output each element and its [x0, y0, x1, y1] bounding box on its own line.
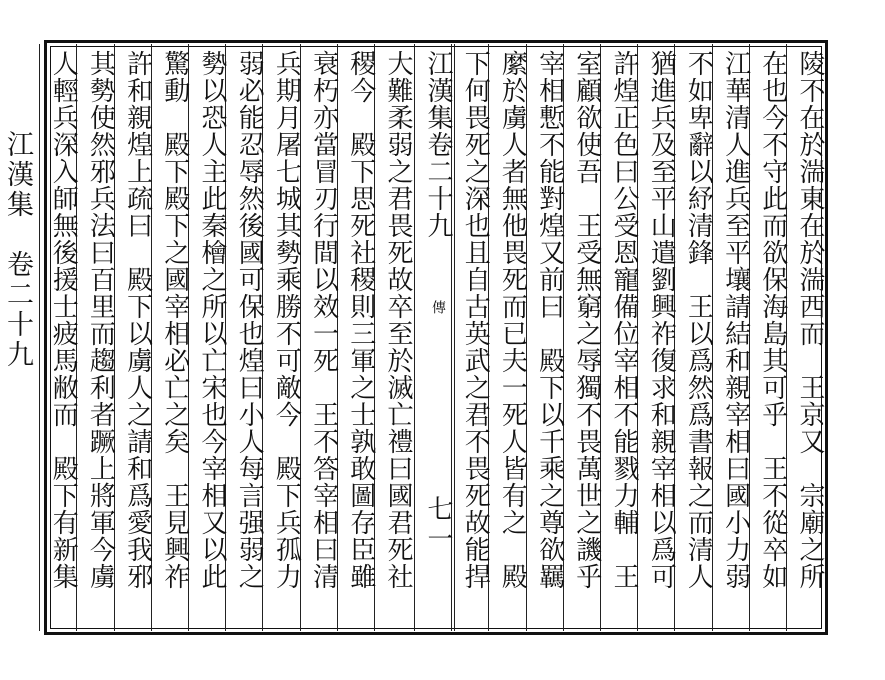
text-column: 縻於虜人者無他畏死而已夫一死人皆有之 殿	[497, 50, 528, 590]
text-column: 許和親煌上疏曰 殿下以虜人之請和爲愛我邪	[122, 50, 153, 590]
text-column: 兵期月屠七城其勢乘勝不可敵今 殿下兵孤力	[271, 50, 302, 590]
text-column: 大難柔弱之君畏死故卒至於滅亡禮曰國君死社	[383, 50, 413, 590]
text-column: 江華清人進兵至平壤請結和親宰相曰國小力弱	[720, 50, 751, 590]
text-column: 稷今 殿下思死社稷則三軍之士孰敢圖存臣雖	[345, 50, 376, 590]
text-column: 驚動 殿下殿下之國宰相必亡之矣 王見興祚	[159, 50, 190, 590]
text-column: 猶進兵及至平山遣劉興祚復求和親宰相以爲可	[646, 50, 677, 590]
center-fold-page-number: 七一	[423, 495, 453, 555]
center-fold-title: 江漢集卷二十九	[423, 50, 453, 239]
text-column: 弱必能忍辱然後國可保也煌曰小人每言强弱之	[234, 50, 265, 590]
text-column: 許煌正色曰公受恩寵備位宰相不能戮力輔 王	[609, 50, 639, 590]
text-column: 其勢使然邪兵法曰百里而趨利者蹶上將軍今虜	[85, 50, 116, 590]
center-fold-section: 傳	[430, 300, 446, 314]
text-column: 人輕兵深入師無後援士疲馬敝而 殿下有新集	[48, 50, 79, 590]
text-column: 室顧欲使吾 王受無窮之辱獨不畏萬世之譏乎	[571, 50, 602, 590]
text-column: 陵不在於湍東在於湍西而 王京又 宗廟之所	[795, 50, 825, 590]
text-column: 勢以恐人主此秦檜之所以亡宋也今宰相又以此	[197, 50, 227, 590]
column-rule	[39, 44, 40, 631]
text-column: 下何畏死之深也且自古英武之君不畏死故能捍	[460, 50, 491, 590]
text-column: 不如卑辭以紓清鋒 王以爲然爲書報之而清人	[683, 50, 714, 590]
fold-rule	[414, 44, 415, 631]
text-column: 衰朽亦當冒刃行間以效一死 王不答宰相曰清	[308, 50, 339, 590]
book-title-margin-label: 江漢集 卷二十九	[2, 130, 33, 370]
text-column: 宰相慙不能對煌又前曰 殿下以千乘之尊欲羈	[534, 50, 565, 590]
text-column: 在也今不守此而欲保海島其可乎 王不從卒如	[757, 50, 788, 590]
